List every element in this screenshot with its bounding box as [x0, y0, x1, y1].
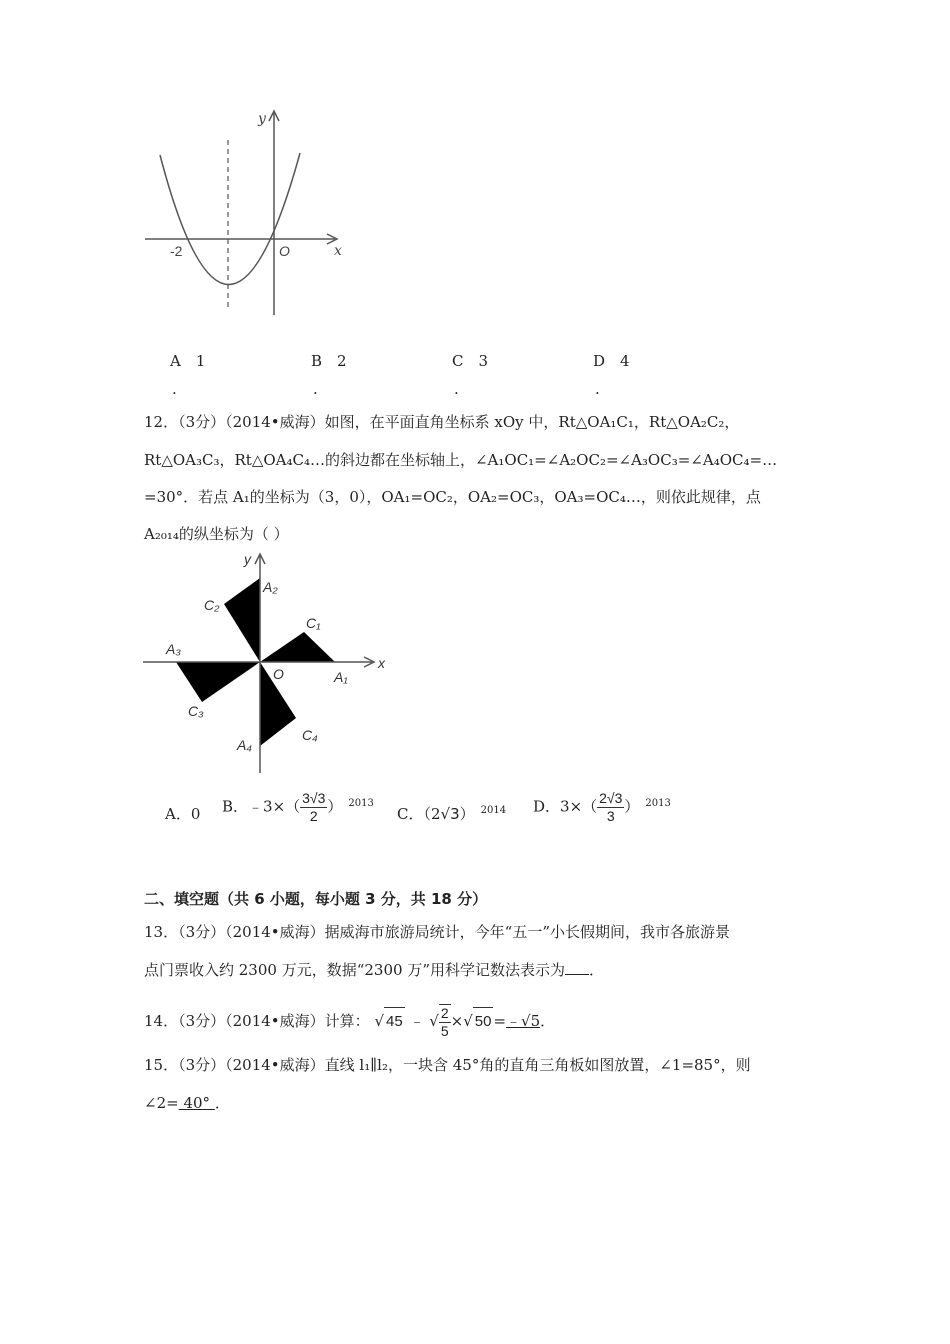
q14-frac-den: 5 — [440, 1023, 449, 1039]
origin-label: O — [279, 243, 290, 259]
q12-option-d-exponent: 2013 — [645, 797, 671, 809]
label-a3: A₃ — [166, 641, 181, 657]
q14-prefix: 14．（3分）（2014•威海）计算： — [144, 1012, 370, 1030]
minus-two-label: -2 — [170, 243, 183, 259]
q14-sqrt-45: 45 — [384, 1007, 405, 1036]
q14-sqrt-sign-2: √ — [429, 1012, 439, 1030]
q12-option-d-numerator: 2√3 — [599, 790, 623, 806]
label-a2: A₂ — [263, 579, 278, 595]
q11-option-d: D 4 — [593, 352, 630, 370]
q12-option-d-fraction — [597, 790, 624, 825]
q12-option-a: A．0 — [165, 805, 201, 823]
q12-option-c-radical: √3 — [440, 805, 460, 823]
q15-line-1: 15．（3分）（2014•威海）直线 l₁∥l₂，一块含 45°角的直角三角板如图放置，∠1=85°，则 — [144, 1056, 751, 1074]
q13-answer-blank — [565, 960, 589, 975]
q14-sqrt-sign-1: √ — [374, 1012, 384, 1030]
q14-equals: = — [493, 1012, 507, 1030]
pinwheel-figure — [140, 548, 390, 776]
q12-option-b — [222, 790, 374, 825]
q14-sqrt-sign-3: √ — [463, 1012, 473, 1030]
q12-option-c-close: ） — [459, 805, 475, 823]
q12-option-b-exponent: 2013 — [348, 797, 374, 809]
q14-sqrt-50: 50 — [473, 1007, 494, 1036]
q11-option-c: C 3 — [452, 352, 489, 370]
q11-option-b-dot: . — [313, 380, 318, 398]
q13-line-2-end: ． — [589, 961, 605, 979]
label-c2: C₂ — [204, 597, 220, 613]
q13-line-2-text: 点门票收入约 2300 万元，数据“2300 万”用科学记数法表示为 — [144, 961, 565, 979]
q12-line-1: 12．（3分）（2014•威海）如图，在平面直角坐标系 xOy 中，Rt△OA₁C₁，Rt△OA₂C₂， — [144, 413, 740, 431]
x-label: x — [334, 243, 342, 259]
q12-option-c — [397, 803, 506, 824]
q15-line-2 — [144, 1093, 230, 1113]
triangle-oa1c1 — [260, 632, 335, 662]
q14-minus: ﹣ — [409, 1012, 425, 1030]
q12-option-b-numerator: 3√3 — [302, 790, 326, 806]
q12-option-d-denominator: 3 — [606, 808, 615, 824]
q14-line — [144, 1004, 555, 1040]
q14-answer: ﹣√5 — [506, 1012, 541, 1030]
q13-line-2 — [144, 960, 604, 980]
q11-option-d-dot: . — [595, 380, 600, 398]
q14-end: ． — [540, 1012, 556, 1030]
q12-line-3: =30°．若点 A₁的坐标为（3，0），OA₁=OC₂，OA₂=OC₃，OA₃=OC₄…，则依此规律，点 — [144, 488, 761, 506]
x-label: x — [378, 655, 385, 671]
q11-option-a: A 1 — [170, 352, 206, 370]
y-label: y — [244, 551, 251, 567]
q15-answer: 40° — [178, 1094, 215, 1112]
q12-option-d — [533, 790, 671, 825]
label-c4: C₄ — [302, 727, 318, 743]
q12-option-d-close: ） — [624, 797, 640, 816]
q12-option-b-fraction — [300, 790, 327, 825]
q12-option-b-denominator: 2 — [309, 808, 318, 824]
q14-sqrt-fraction — [439, 1004, 451, 1040]
q12-line-2: Rt△OA₃C₃，Rt△OA₄C₄…的斜边都在坐标轴上，∠A₁OC₁=∠A₂OC₂=∠A₃OC₃=∠A₄OC₄=… — [144, 451, 778, 469]
parabola-curve — [160, 153, 300, 285]
label-a1: A₁ — [334, 669, 348, 685]
parabola-figure — [140, 105, 360, 320]
triangle-oa2c2 — [224, 578, 260, 662]
q14-frac-num: 2 — [440, 1005, 449, 1021]
y-label: y — [258, 111, 266, 127]
q12-option-c-exponent: 2014 — [480, 805, 507, 816]
q12-option-b-prefix: B．﹣3×（ — [222, 797, 301, 816]
q14-times: × — [450, 1012, 464, 1030]
label-c3: C₃ — [188, 703, 204, 719]
label-a4: A₄ — [237, 737, 252, 753]
q11-option-a-dot: . — [172, 380, 177, 398]
label-c1: C₁ — [306, 615, 321, 631]
section-title: 二、填空题（共 6 小题，每小题 3 分，共 18 分） — [144, 890, 488, 908]
q15-line-2-end: ． — [214, 1094, 230, 1112]
q15-line-2-prefix: ∠2= — [144, 1094, 179, 1112]
q12-option-d-prefix: D．3×（ — [533, 797, 598, 816]
origin-label: O — [273, 666, 284, 682]
q13-line-1: 13．（3分）（2014•威海）据威海市旅游局统计，今年“五一”小长假期间，我市各旅游景 — [144, 923, 730, 941]
q12-option-c-prefix: C．（2 — [397, 805, 441, 823]
q11-option-c-dot: . — [454, 380, 459, 398]
q12-option-b-close: ） — [327, 797, 343, 816]
triangle-oa3c3 — [176, 662, 260, 702]
q12-line-4: A₂₀₁₄的纵坐标为（ ） — [144, 525, 289, 543]
q11-option-b: B 2 — [311, 352, 347, 370]
